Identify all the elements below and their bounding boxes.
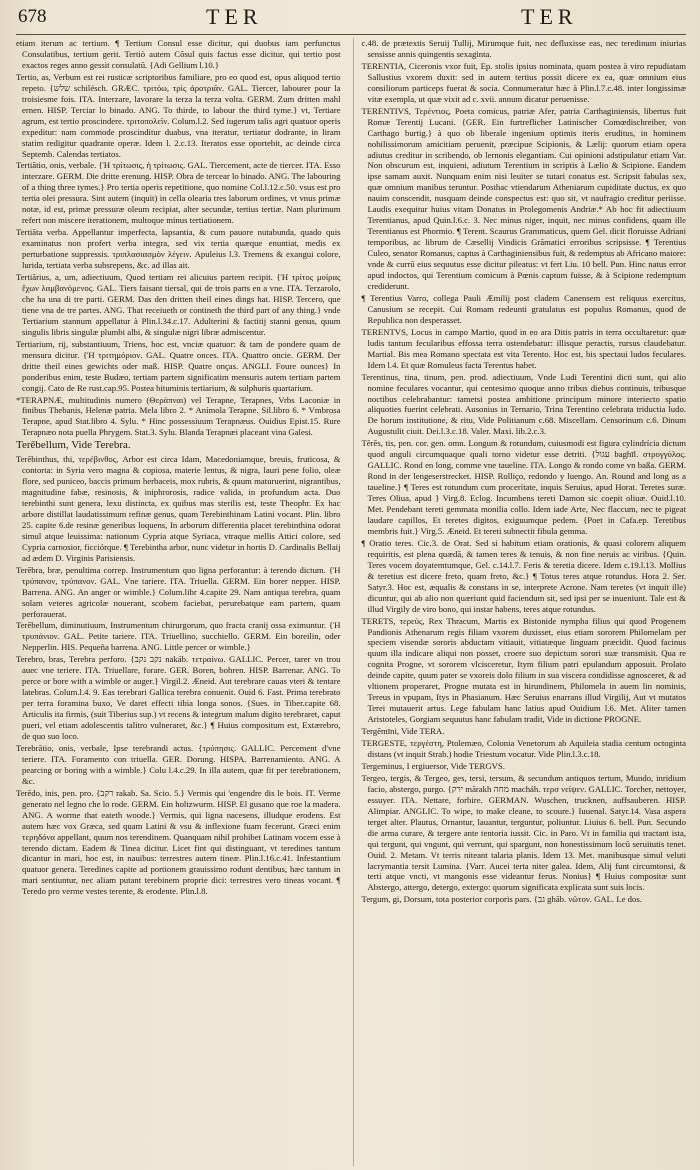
entry: Terēdo, inis, pen. pro. {רקב rakab. Sa. Scio. 5.} Vermis qui 'engendre dis le bois. IT. Verme generato nel legno che lo rode. GERM. Ein holtzwurm. HISP. El gusano que roe la madera. ANG. A worme that eateth woode.} Vermis, qui ligna nacesens, illudque erodens. Est autem hæc vox Græca, sed quam Latini & vsu & inflexione fuam fecerunt. Græci enim τερηδόνα appellant, quum nos terendinem. Quanquam nihil prohibet Latinam vocem esse à terendo dictam. Eadem & Tinea dicitur. Licet fint qui distinguant, vt teredines tantum dicantur in mari, hoc est, in nauibus: terrestres autem tineæ. Plin.l.16.c.41. Infestantium quatuor genera. Teredines capite ad portionem grauissimo rodunt dentibus, hæc tantum in mari sentiuntur, nec aliam putant terebinem proprie dici: terrestres vero tineas vocant. ¶ Teredo pro verme vestes terente, & erodente. Plin.l.8. — [16, 787, 341, 897]
entry: Tertiarium, rij, substantiuum, Triens, hoc est, vnciæ quatuor: & tam de pondere quam de mensura dicitur. {Ἡ τριτημόριον. GAL. Quatre onces. ITA. Quattro oncie. GERM. Der dritte theil eines gewichts oder maß. HISP. Quatre onças. ANGLI. Foure ounces} In ponderibus enim, teste Budæo, tertiam partem significatim mensuris autem tertiam partem congij. Cato de Re rust.cap.95. Postea bituminis tertiarium, & sulphuris quartarium. — [16, 338, 341, 393]
entry: Tertio, as, Verbum est rei rusticæ scriptoribus familiare, pro eo quod est, opus aliquod tertio repeto. {שלש schilésch. GRÆC. τριτόω, τρὶς ἀροτριᾶν. GAL. Tiercer, labourer pour la troisiesme fois. ITA. Interzare, lavorare la terza la terza volta. GERM. Zum dritten mahl ernen. HISP. Terciar lo binado. ANG. To thirde, to labour the third tyme.} vt, Tertiare agrum, est tertio proscindere. τριτοπολεῖν. Colum.l.2. Sed iugerum talis agri quatuor operis expeditur: nam commode proscinditur duabus, vna iteratur, tertiatur dodrante, in liram statim redigitur quadrante operæ. Idem l. 2.c.13. Iteratos esse oportebit, ac deinde circa Septemb. Calendas tertiatos. — [16, 71, 341, 159]
page-number: 678 — [18, 6, 47, 27]
entry: Terēbra, bræ, penultima correp. Instrumentum quo ligna perforantur: à terendo dictum. {Ἡ τρύπανον, τρύπανον. GAL. Vne tariere. ITA. Triuella. GERM. Ein borer nepper. HISP. Barrena. ANG. An anger or wimble.} Colum.libr 4.capite 29. Nam antiqua terebra, quam solam veteres agricolæ nouerant, scobem faciebat, perurebatque eam partem, quam perforauerat. — [16, 564, 341, 619]
entry: c.48. de prætextis Seruij Tullij, Mirumque fuit, nec defluxisse eas, nec teredinum iniurias sensisse annis quingentis sexaginta. — [361, 38, 686, 59]
entry: Tertiāta verba. Appellantur imperfecta, lapsantia, & cum pauore nutabunda, quado quis examinatus non profert verba integra, sed vix tertia quæque enuntiat, medis ex perturbatione suppressis. τριπλασιασμὸν λέγειν. Apuleius l.3. Tremens & exangui colore, lurida, tertiata verba subsrepens, &c. ad illas ait. — [16, 227, 341, 271]
entry: TERENTIVS, Τερέντιος, Poeta comicus, patriæ Afer, patria Carthaginiensis, libertus fuit Romæ Terentij Lucani. {GER. Ein furtreflicher Latinischer Comœdischreiber, von Carthago burtig.} à quo ob liberale ingenium optimis iteris eruditus, in hominem nobilissimorum amicitiam peruenit, præcipue Scipionis, & Lælij: quorum etiam opera adiutus creditur in scribendo, ob lernonis elegantiam. Cui opinioni adstipulatur etiam Var. Non obscurum est, inquieni, adiutum Terentium in scriptis à Lælio & Scipione. Eandem ipse samam auxit. Nunquam enim nisi leuiter se tutari conatus est. Scripsit fabulas sex, quæ omnium manibus teruntur. Posthac vtiendarum Atheniarum cupiditate ductus, ex quo nauim conscendit, nusquam deinde conspectus est: quo sit, vt naufragio creditur periisse. Laudis exequitur huius vitam Donatus in Prolegomenis Andriæ.* Ab hoc fit adiectiuum Terentianus, apud Quin.l.6.c. 3. Nec minus niger, inquit, nec minus confidens, quam ille Terentianus est Phormio. ¶ Terent. Scaurus Grammaticus, quem Gel. dicit floruisse Adriani temporibus, ac librum de Cæsellij Vindicis Grāmatici erroribus scripsisse. ¶ Terentius Culeo, senator Romanus, captus à Carthaginiensibus fuit, & redemptus ab Africano maiore: vnde & currū eius sequutus esse dicitur pileatus: vt fert Liu. 10 bell. Pun. Hinc natus error apud indoctos, qui Terentium comicum à Pœnis captum fuisse, & à Scipione redemptum crediderunt. — [361, 105, 686, 291]
entry: TERETS, τερεύς, Rex Thracum, Martis ex Bistonide nympha filius qui quod Progenem Pandionis Athenarum regis filiam vxorem duxisset, eius etiam sororem Philomelam per speciem visendæ sororis abductam vitiauit, vitiatæque linguam præcidit. Quod facinus quum illa indicare aliqui non posset, croere suo depictum sorori suæ transmisit. Qua re cognita Progne, vt sororem vlcisceretur, Itym filium patri epulandum apposuit. Prolato deinde capite, quum pater se vxoreis dolo filium in sua viscera condidisse agnosceret, & ad vltionem properaret, Progne mutata est in hirundinem, Philomela in auem lin nominis, Tereus in vpupam, Itys in Phasianum. Hæc Seruius enarrans illud Virgilij, Aut vt mutatos Terei mutauerit artus. Lege fabulam hanc latius apud Ouidium l.6. Met. Aliter tamen Aristoteles, Gorgiam sequutus hanc fabulam tradit, Vide in dictione PROGNE. — [361, 615, 686, 725]
entry: Terebrātio, onis, verbale, Ipse terebrandi actus. {τρύπησις. GALLIC. Percement d'vne teriere. ITA. Foramento con triuella. GER. Dorung. HISPA. Barrenamiento. ANG. A pearcing or boring with a wimble.} Colu l.4.c.29. In illa autem, quæ fit per terebrationem, &c. — [16, 742, 341, 786]
entry: TERGESTE, τεργέστη, Ptolemæo, Colonia Venetorum ab Aquileia stadia centum octoginta distans (vt inquit Strab.) hodie Triestum vocatur. Vide Plin.l.3.c.18. — [361, 738, 686, 759]
running-head-left: TER — [206, 4, 263, 29]
entry: Terēbellum, diminutiuum, Instrumentum chirurgorum, quo fracta cranij ossa eximuntur. {Ἡ τρυπάνιον. GAL. Petite tariere. ITA. Triuellino, succhiello. GERM. Ein boreilin, oder Nepperlin. HIS. Pequeña barrena. ANG. Little percer or wimble.} — [16, 620, 341, 653]
entry: ¶ Oratio teres. Cic.3. de Orat. Sed si habitum etiam orationis, & quasi colorem aliquem requiritis, est plena quædā, & tamen teres & tenuis, & non fine neruis ac viribus. {Quin. Teres vocem doyatemtumque, Gel. c.14.l.7. Feris & teretia dicere. Idem c.19.l.13. Mollius & teretius est dicere freto, quam freto, &c.} ¶ Totus teres atque rotundus. Hora 2. Ser. Satyr.3. Hoc est, æqualis & constans in se, interprete Acrone. Nam teretes (vt inquit ille) dicuntur, qui ab alio non quæriunt quid faciendum sit, sed ipsi per se inueniunt. Tale est & illud Virgily de viro bono, qui instar habens, teres atque rotundus. — [361, 537, 686, 614]
entry: Terēbinthus, thi, τερέβινθος, Arbor est circa Idam, Macedoniamque, breuis, fruticosa, & contorta: in Syria vero magna & copiosa, materie lentus, & nigra, lauri pene folio, oleæ flore, sed puniceo, baccis primum herbaceis, mox rubris, & quum maturuerint, nigrantibus, magnitudine fabæ, resinosis, & iniphrorosis, radice valida, in profundum acta. Duo terebinthi sunt genera, lexu distincta, ex quibus mas sterilis est, teste Theophr. Ex hac arbore distillat laudatissimum refinæ genus, quam Terebinthinam Latini vocant. Plin. libro 25. capite 6.de resinæ generibus loquens, In arborum differentia placet terebinthina odorat simul atque leuissima: nationum Cypria atque Syriaca, vtraque mellis Attici colore, sed Cypria carnosior, ficciórque. ¶ Terebintha arbor, nunc videtur in hortis D. Cardinalis Bellaij ad ædem D. Virginis Parisiensis. — [16, 454, 341, 563]
entry: Tertiārius, a, um, adiectiuum, Quod tertiam rei alicuius partem recipit. {Ἡ τρίτος μοίρας ἔχων λαμβανόμενος. GAL. Tiers faisant tiersal, qui de trois parts en a vne. ITA. Terzarolo, che ha una di tre parti. GERM. Das den dritten theil eines dings hat. HISP. Tercero, que tiene vna de tre partes. ANG. That receiueth or contineth the third part of any thing.} vnde Tertiarium stannum appellatur à Plin.l.34.c.17. Adulterini & factitij stanni genus, quum singulis libris singulæ plumbi albi, & singulæ nigri libræ admiscentur. — [16, 272, 341, 337]
left-column — [16, 38, 341, 1166]
entry: Terentinus, tina, tinum, pen. prod. adiectiuum, Vnde Ludi Terentini dicti sunt, qui alio nomine feculares vocantur, qui centesimo quoque anno tribus diebus continuis, tribusque noctibus celebrabantur: tametsi postea ambitione principum minore interiecto spatio aliquoties fuerint celebrati. Ausonius in Ternario, Trina Terentino celebrata triductia ludo. De horum institutione, & ritu, Vide Politianum c.68. Miscellam. Censorinum c.6. Dinum Augustulit ciuit. Dei.l.3.c.18. Valer. Maxi. lib.2.c.3. — [361, 371, 686, 437]
text-columns — [16, 38, 686, 1166]
entry: Terebro, bras, Terebra perforo. {נקב נקב nakáb. τετραίνω. GALLIC. Percer, tarer vn trou auec vne teriere. ITA. Triuellare, forare. GER. Boren, bohren. HISP. Barrenar. ANG. To perce or bore with a wimble or auger.} Virgil.2. Æneid. Aut terebrare cauas vteri & tentare latebras. Colum.l.4. 9. Eas terebrari Gallica terebra conuenit. Ouid 6. Fast. Prima terebrato per terra foramina buxo, Ve daret effecti tibia longa sonos. {Sues. in Tiber.capite 68. Articulis ita firmis, (suit Tiberius sup.) vt recens & integrum malum digito terebraret, caput pueri, vel etiam adolescentis talitro vulneraret, &c.} ¶ Huius compositum est, Extærebro, de quo suo loco. — [16, 654, 341, 741]
entry: TERENTIA, Ciceronis vxor fuit, Ep. stolis ipsius nominata, quam postea à viro repudiatam Sallustius vxorem duxit: sed in autem tertius possit dicere ex ea, quæ omnium eius consiliorum particeps fuerat & socia. Connumeratur hæc à Plin.l.7.c.48. inter longissimæ vitæ exempla, ut quæ vixit ad c. xvii. annum dicatur peruenisse. — [361, 60, 686, 104]
entry: Tergĕmīni, Vide TERA. — [361, 726, 445, 737]
entry: TERENTVS, Locus in campo Martio, quod in eo ara Ditis patris in terra occultaretur: quæ ludis tantum fecularibus effossa terra ostendebatur: illisque peractis, rursus claudebatur. Martial. Bis mea Romano spectata est vita Terento. Hoc est, bis spectaui ludos feculares. Idem l.4. Et quæ Romuleus facta Terentus habet. — [361, 326, 686, 370]
entry: *TERAPNÆ, multitudinis numero (Θεράπναι) vel Terapne, Terapnes, Vrbs Laconiæ in finibus Thebanis, Helenæ patria. Mela libro 2. * Anímola Terapne. Sil.libro 6. * Vmbrosa Terapne, apud Stat.libro 4. Sylu. * Hinc possessiuum Terapnæus. Ouidius Epist.15. Rure Terapnæo nota puella Phrygem. Stat.3. Sylu. Blanda Terapnæi placeant vina Galesi. — [16, 394, 341, 438]
running-head-right: TER — [521, 4, 578, 29]
entry: Terēbellum, Vide Terebra. — [16, 439, 131, 452]
entry: etiam iterum ac tertium. ¶ Tertium Consul esse dicitur, qui duobus iam perfunctus Consulatibus, tertium gerit. Tertiò autem Cōsul quis factus esse dicitur, qui tertio post exactos reges anno gessit consulatū. {Adi Gellium l.10.} — [16, 38, 341, 70]
entry: Tergeo, tergis, & Tergeo, ges, tersi, tersum, & secundum antiquos tertum, Mundo, inridium facio, abstergo, purgo. {ירק mārakh מחה macháh. τερσ νείψεν. GALLIC. Torcher, nettoyer, essuyer. ITA. Nettare, forbire. GERMAN. Wuschen, trucknen, auffsauberen. HISP. Alimpiar. ANGLIC. To wipe, to make cleane, to scoure.} Iuuenal. Satyr.14. Vasa aspera terget alter. Plautus, Ornantur, lauantur, terguntur, poliuntur. Liuius 6. bell. Pun. Secundo die arma curare, & tergere ante tentoria iussit. Cic. in Paro. Vt in familia qui tractant ista, qui tergunt, qui vngunt, qui verrunt, qui spargunt, non honestissimum locū seruitutis tenet. Ouid. 2. Metam. Vt terris niteant talaria planis. Idem 13. Met. manibusque simul veluti lacrymantia tersit Lumina. {Varr. Aucei terta niter galea. Idem, Alij funt circumtonsi, & terti atque vncti, vt mangonis esse videantur ferus. Nonius} ¶ Huius compositæ sunt Abstergo, attergo, detergo, extergo: quorum significata explicata sunt suis locis. — [361, 772, 686, 893]
entry: Tertiātio, onis, verbale. {Ἡ τρίτωσις, ἡ τρίτωσις. GAL. Tiercement, acte de tiercer. ITA. Esso interzare. GERM. Die dritte erenung. HISP. Obra de tercear lo binado. ANG. The labouring of a thing three tymes.} Pro tertia operis repetitione, quo nomine Col.l.12.c.50. vsus est pro tertia olei pressura. Sint autem (inquit) in cella olearia tres laborum ordines, vt vnus primæ notæ, id est, primæ pressuræ oleum recipiat, alter secundæ, tertius tertiæ. Nam plurimum refert non miscere iterationem, multoque minus tertiationem. — [16, 160, 341, 226]
entry: Tergeminus, I ergiuersor, Vide TERGVS. — [361, 760, 505, 771]
entry: Tergum, gi, Dorsum, tota posterior corporis pars. {גב ghāb. νῶτον. GAL. Le dos. — [361, 894, 642, 905]
page-header — [16, 0, 686, 35]
right-column — [353, 38, 687, 1166]
entry: Tĕrĕs, tis, pen. cor. gen. omn. Longum & rotundum, cuiusmodi est figura cylindrícia dictum quod anguli circumquaque quali torno videtur esse detriti. {עגול baghīl. στρογγύλος. GALLIC. Rond en long, comme vne taueline. ITA. Longo & rondo come vn baßa. GERM. Rond in der lengeserstrecket. HISP. Rolliço, redondo y luengo. An. Round and long as a taueline.} ¶ Teres est rotundum cum procerítate, inquis Seruius, apud Horat. Teretes suræ. Teres Oliua, apud } Virg.8. Eclog. Incumbens tereti Damon sic coepit oliuæ. Ouid.l.10. Met. Pendebant tereti gemmata monilia collo. Idem iade Arte, Nec flaccum, nec te pigeat laudare capillos, Et teretes digitos, exiguumque pedem. {Poet in Cafa.ep. Teretibus membris fuit.} Virg.5. Æneid. Et tereti subnectit fibula gemma. — [361, 438, 686, 536]
entry: ¶ Terentius Varro, collega Pauli Æmilij post cladem Canensem est reliquus exercitus, Canusium se recepit. Cui Romam redeunti gratulatus est populus Romanus, quod de Republica non desperasset. — [361, 292, 686, 325]
